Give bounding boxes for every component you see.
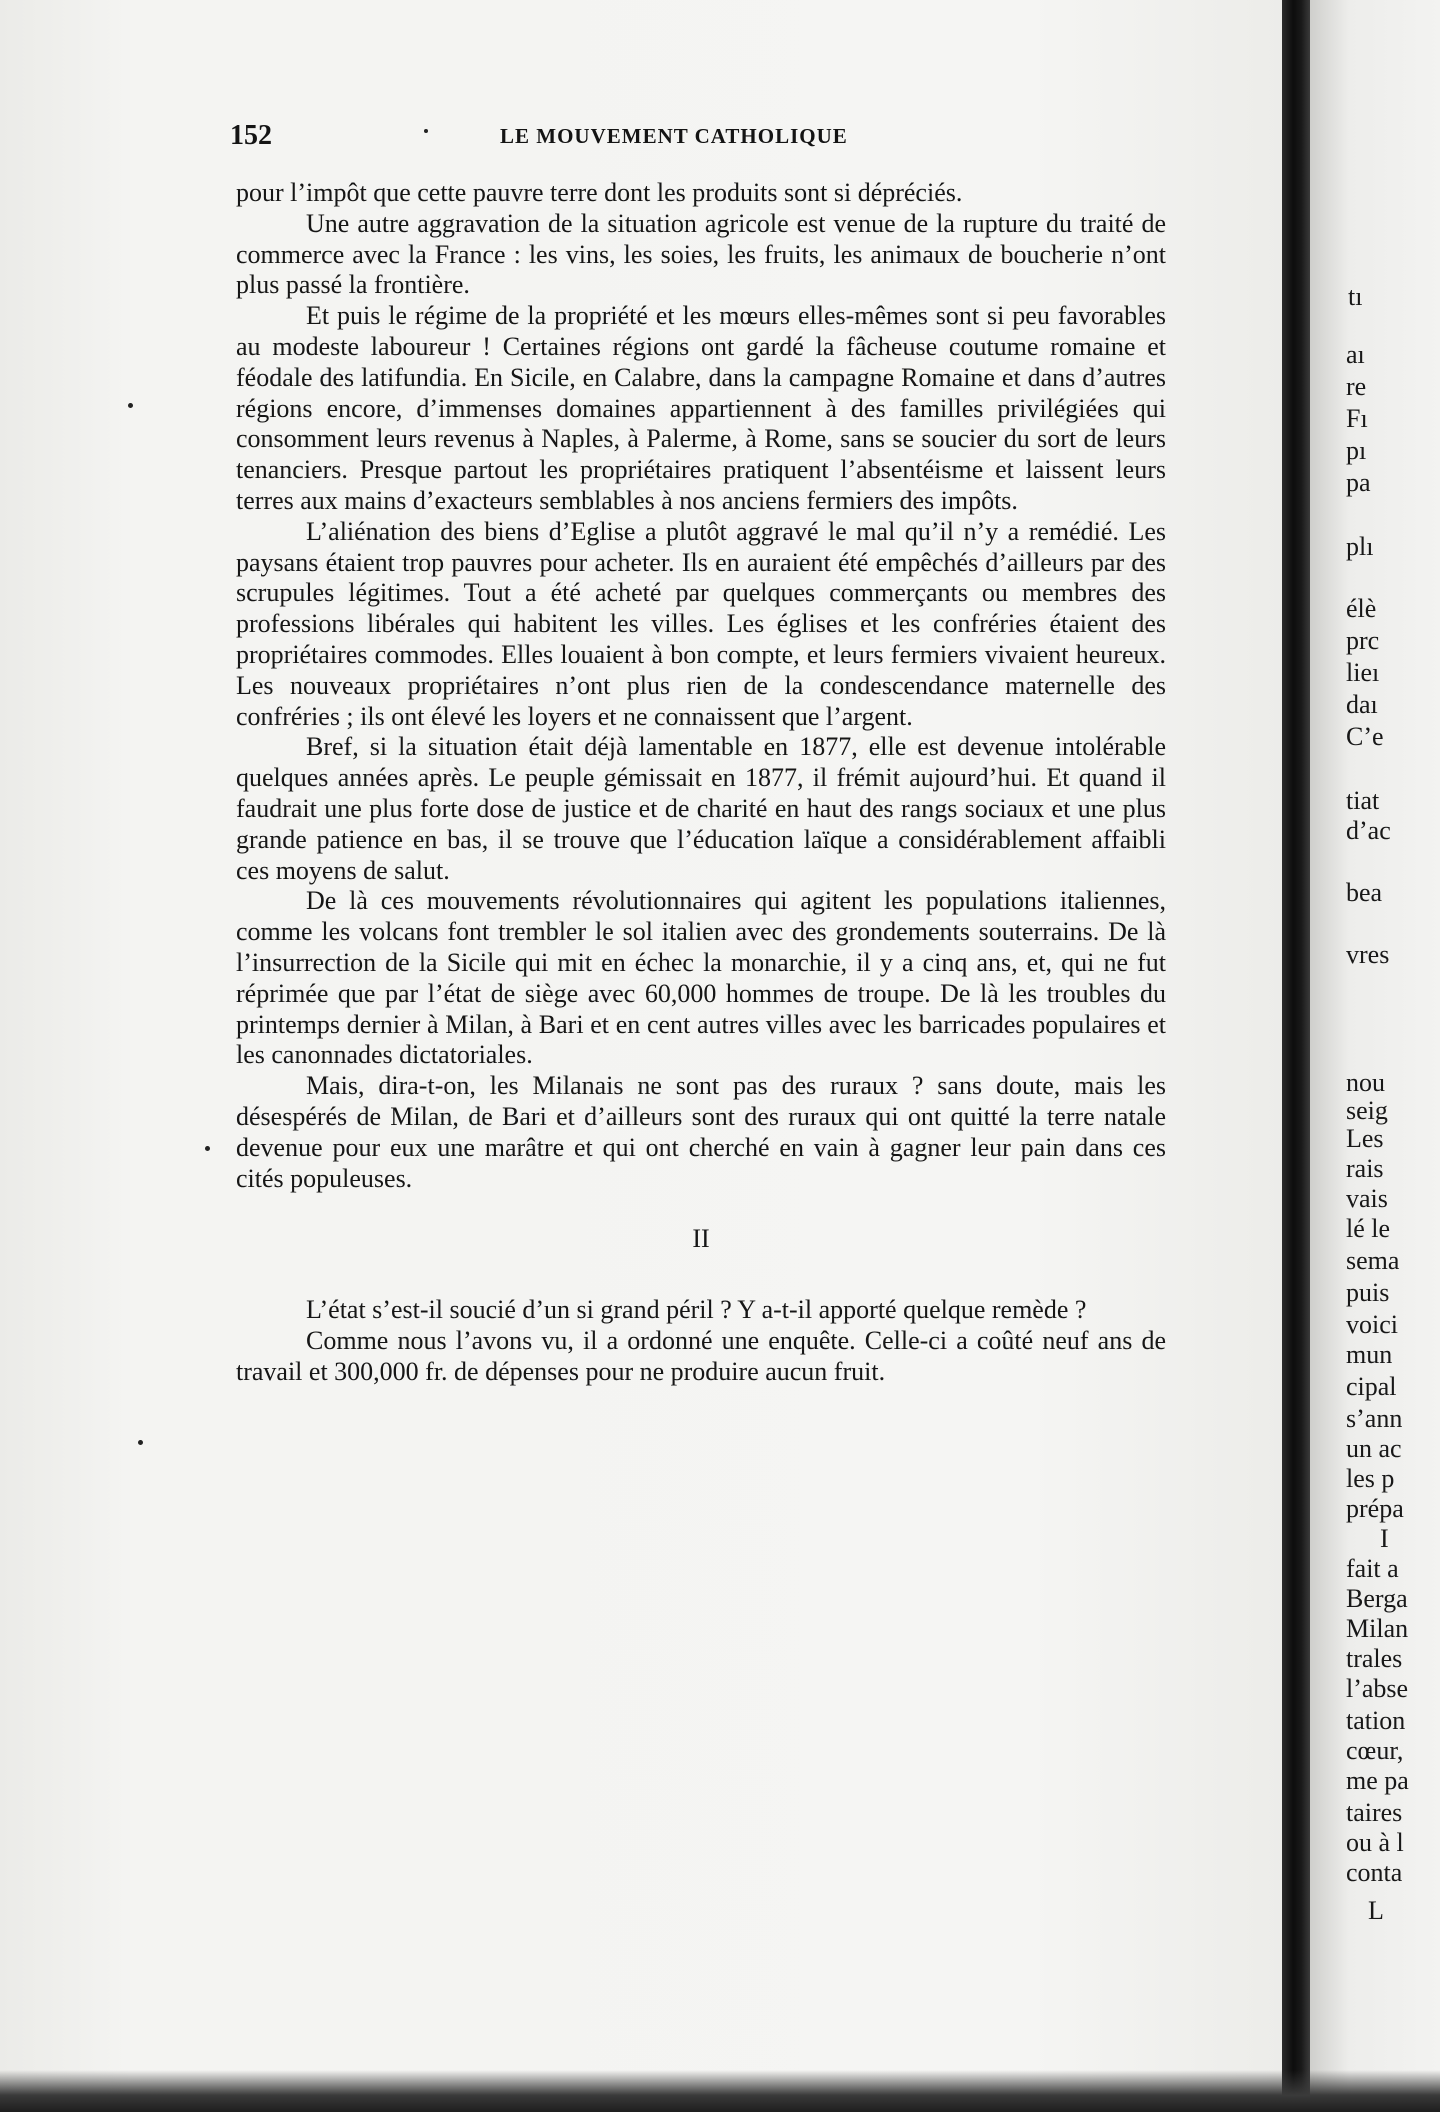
paragraph: Comme nous l’avons vu, il a ordonné une enquête. Celle-ci a coûté neuf ans de travail et 300,000 fr. de dépenses pour ne produire aucun fruit. [236,1325,1166,1386]
facing-page-fragment: rais [1346,1154,1384,1183]
facing-page-fragment: C’e [1346,722,1384,751]
page-number: 152 [230,120,272,151]
facing-page-fragment: cœur, [1346,1736,1404,1765]
page-body [236,178,1166,1387]
facing-page-fragment: Fı [1346,404,1368,433]
facing-page-fragment: tı [1348,282,1363,311]
paragraph: Une autre aggravation de la situation agricole est venue de la rupture du traité de commerce avec la France : les vins, les soies, les fruits, les animaux de boucherie n’ont plus passé la frontière. [236,208,1166,300]
facing-page-fragment: bea [1346,878,1383,907]
running-head: LE MOUVEMENT CATHOLIQUE [500,124,848,148]
facing-page-fragment: lieı [1346,658,1380,687]
paragraph: Et puis le régime de la propriété et les mœurs elles-mêmes sont si peu favorables au modeste laboureur ! Certaines régions ont gardé la fâcheuse coutume romaine et féodale des latifundia. En Sicile, en Calabre, dans la campagne Romaine et dans d’autres régions encore, d’immenses domaines appartiennent à des familles privilégiées qui consomment leurs revenus à Naples, à Palerme, à Rome, sans se soucier du sort de leurs tenanciers. Presque partout les propriétaires pratiquent l’absentéisme et laissent leurs terres aux mains d’exacteurs semblables à nos anciens fermiers des impôts. [236,301,1166,515]
facing-page-fragment: pı [1346,436,1367,465]
facing-page-fragment: tiat [1346,786,1380,815]
facing-page-fragment: taires [1346,1798,1403,1827]
facing-page-fragment: cipal [1346,1372,1397,1401]
scan-speck [128,403,133,408]
facing-page-fragment: fait a [1346,1554,1399,1583]
facing-page-fragment: prépa [1346,1494,1404,1523]
facing-page-fragment: nou [1346,1068,1385,1097]
scan-speck [205,1146,210,1151]
facing-page-fragment: seig [1346,1096,1388,1125]
facing-page-fragment: Berga [1346,1584,1408,1613]
facing-page-fragment: plı [1346,532,1374,561]
facing-page-fragment: puis [1346,1278,1390,1307]
section-heading: II [692,1224,710,1254]
facing-page-fragment: élè [1346,594,1377,623]
facing-page-fragment: voici [1346,1310,1398,1339]
paragraph: L’aliénation des biens d’Eglise a plutôt aggravé le mal qu’il n’y a remédié. Les paysans étaient trop pauvres pour acheter. Ils en auraient été empêchés d’ailleurs par des scrupules légitimes. Tout a été acheté par quelques commerçants ou membres des professions libérales qui habitent les villes. Les églises et les confréries étaient des propriétaires commodes. Elles louaient à bon compte, et leurs fermiers vivaient heureux. Les nouveaux propriétaires n’ont plus rien de la condescendance maternelle des confréries ; ils ont élevé les loyers et ne connaissent que l’argent. [236,516,1166,731]
facing-page-fragment: mun [1346,1340,1393,1369]
facing-page-fragment: l’abse [1346,1674,1409,1703]
facing-page-fragment: trales [1346,1644,1403,1673]
facing-page-fragment: s’ann [1346,1404,1403,1433]
paragraph: pour l’impôt que cette pauvre terre dont les produits sont si dépréciés. [236,178,963,207]
facing-page-fragment: daı [1346,690,1378,719]
facing-page [1310,0,1440,2112]
facing-page-fragment: tation [1346,1706,1406,1735]
facing-page-fragment: un ac [1346,1434,1402,1463]
facing-page-fragment: ou à l [1346,1828,1404,1857]
paragraph: De là ces mouvements révolutionnaires qui agitent les populations italiennes, comme les volcans font trembler le sol italien avec des grondements souterrains. De là l’insurrection de la Sicile qui mit en échec la monarchie, il y a cinq ans, et, qui ne fut réprimée que par l’état de siège avec 60,000 hommes de troupe. De là les troubles du printemps dernier à Milan, à Bari et en cent autres villes avec les barricades populaires et les canonnades dictatoriales. [236,886,1166,1070]
facing-page-fragment: vais [1346,1184,1388,1213]
paragraph: L’état s’est-il soucié d’un si grand péril ? Y a-t-il apporté quelque remède ? [306,1295,1087,1325]
facing-page-fragment: Milan [1346,1614,1409,1643]
facing-page-fragment: re [1346,372,1367,401]
page-header [230,120,1170,160]
scan-speck [138,1440,143,1445]
scan-speck [424,129,428,133]
paragraph: Bref, si la situation était déjà lamentable en 1877, elle est devenue intolérable quelques années après. Le peuple gémissait en 1877, il frémit aujourd’hui. Et quand il faudrait une plus forte dose de justice et de charité en haut des rangs sociaux et une plus grande patience en bas, il se trouve que l’éducation laïque a considérablement affaibli ces moyens de salut. [236,732,1166,885]
facing-page-fragment: conta [1346,1858,1403,1887]
facing-page-fragment: pa [1346,468,1371,497]
facing-page-fragment: sema [1346,1246,1400,1275]
facing-page-fragment: me pa [1346,1766,1409,1795]
bottom-shadow [0,2070,1440,2112]
facing-page-fragment: I [1380,1524,1389,1553]
facing-page-fragment: Les [1346,1124,1384,1153]
book-gutter [1282,0,1310,2112]
facing-page-fragment: L [1368,1896,1384,1925]
facing-page-fragment: les p [1346,1464,1395,1493]
facing-page-fragment: vres [1346,940,1390,969]
facing-page-fragment: aı [1346,340,1365,369]
facing-page-fragment: lé le [1346,1214,1391,1243]
paragraph: Mais, dira-t-on, les Milanais ne sont pas des ruraux ? sans doute, mais les désespérés de Milan, de Bari et d’ailleurs sont des ruraux qui ont quitté la terre natale devenue pour eux une marâtre et qui ont cherché en vain à gagner leur pain dans ces cités populeuses. [236,1071,1166,1193]
facing-page-fragment: prc [1346,626,1380,655]
facing-page-fragment: d’ac [1346,816,1391,845]
